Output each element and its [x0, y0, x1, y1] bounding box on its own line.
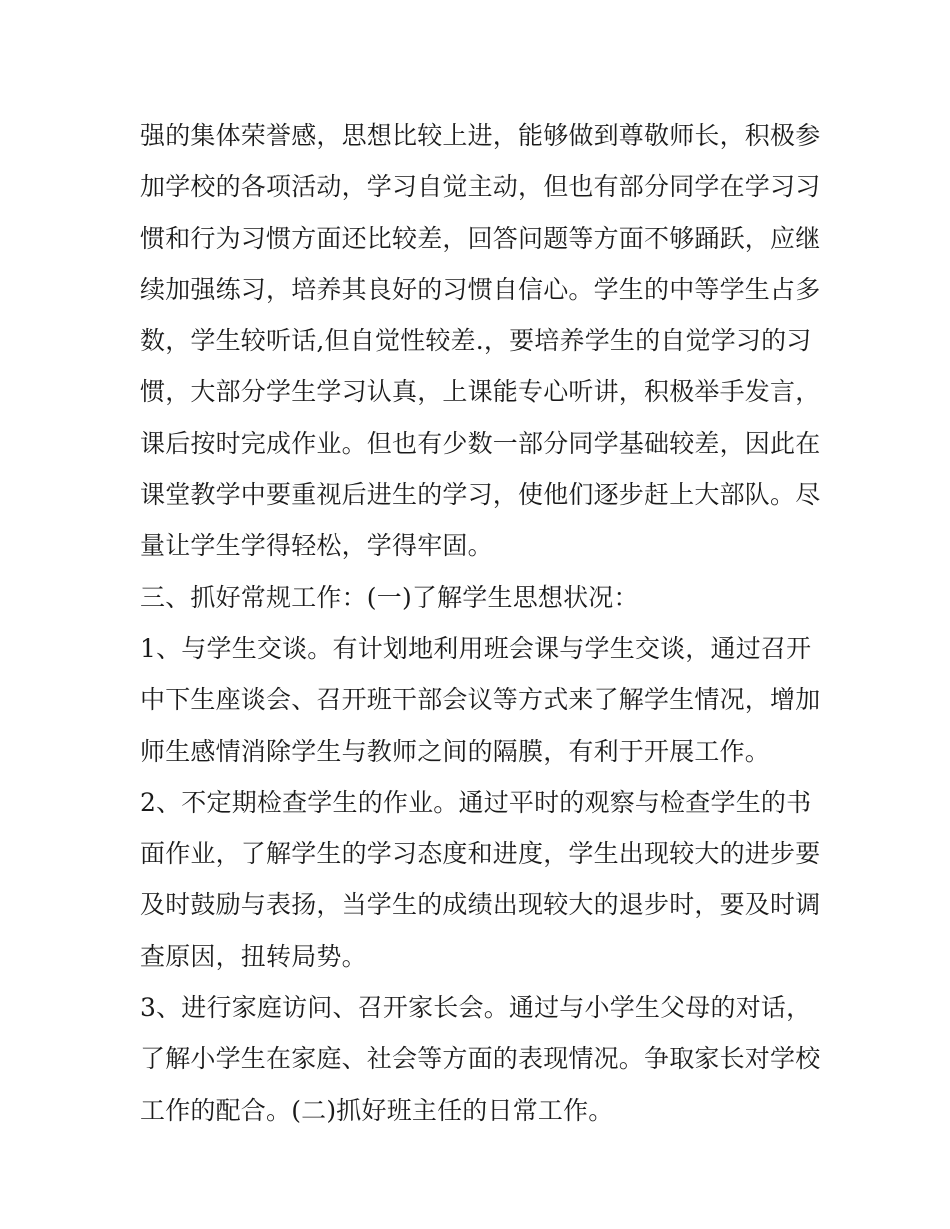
- text-line-6: 惯，大部分学生学习认真，上课能专心听讲，积极举手发言，: [140, 377, 821, 407]
- text-line-3: 惯和行为习惯方面还比较差，回答问题等方面不够踊跃，应继: [140, 223, 821, 253]
- text-line-19: 了解小学生在家庭、社会等方面的表现情况。争取家长对学校: [140, 1044, 821, 1074]
- text-line-18: 3、进行家庭访问、召开家长会。通过与小学生父母的对话，: [140, 993, 812, 1023]
- text-line-9: 量让学生学得轻松，学得牢固。: [140, 531, 493, 561]
- text-line-5: 数，学生较听话,但自觉性较差.，要培养学生的自觉学习的习: [140, 326, 812, 356]
- text-line-8: 课堂教学中要重视后进生的学习，使他们逐步赶上大部队。尽: [140, 480, 821, 510]
- text-line-17: 查原因，扭转局势。: [140, 941, 367, 971]
- section-heading: 三、抓好常规工作：(一)了解学生思想状况：: [140, 582, 639, 612]
- text-line-15: 面作业，了解学生的学习态度和进度，学生出现较大的进步要: [140, 839, 821, 869]
- text-line-14: 2、不定期检查学生的作业。通过平时的观察与检查学生的书: [140, 787, 812, 817]
- text-line-7: 课后按时完成作业。但也有少数一部分同学基础较差，因此在: [140, 428, 821, 458]
- text-line-20: 工作的配合。(二)抓好班主任的日常工作。: [140, 1095, 614, 1125]
- text-line-1: 强的集体荣誉感，思想比较上进，能够做到尊敬师长，积极参: [140, 121, 821, 150]
- text-line-2: 加学校的各项活动，学习自觉主动，但也有部分同学在学习习: [140, 172, 821, 202]
- text-line-12: 中下生座谈会、召开班干部会议等方式来了解学生情况，增加: [140, 685, 821, 715]
- text-line-4: 续加强练习，培养其良好的习惯自信心。学生的中等学生占多: [140, 274, 821, 304]
- text-line-13: 师生感情消除学生与教师之间的隔膜，有利于开展工作。: [140, 736, 771, 766]
- text-line-11: 1、与学生交谈。有计划地利用班会课与学生交谈，通过召开: [140, 633, 812, 663]
- text-line-16: 及时鼓励与表扬，当学生的成绩出现较大的退步时，要及时调: [140, 890, 821, 920]
- document-body: [140, 110, 820, 1136]
